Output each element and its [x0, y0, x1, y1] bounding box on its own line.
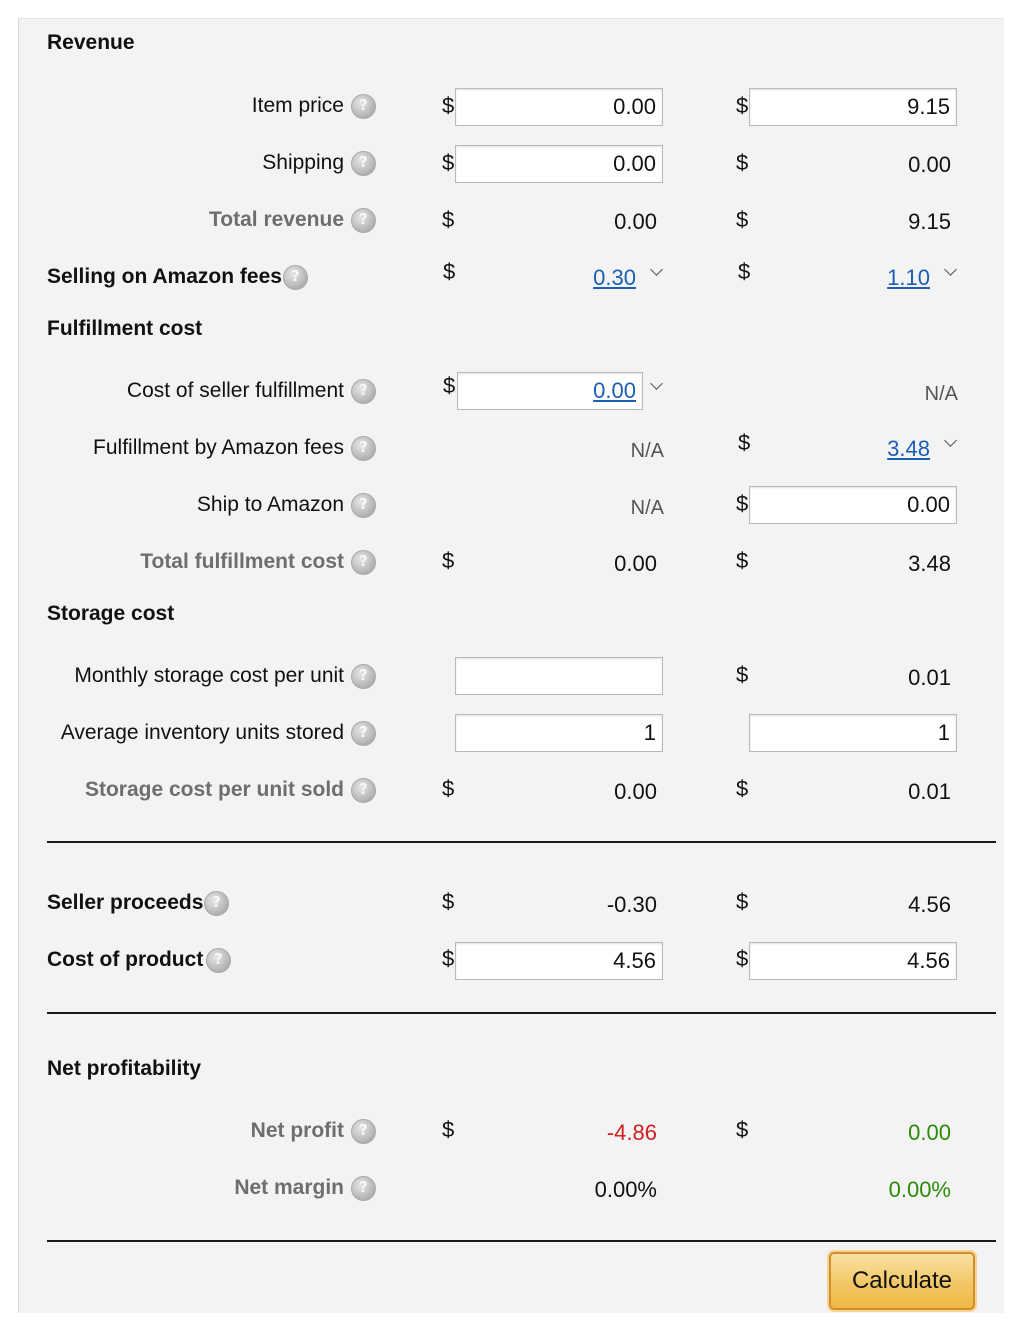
- help-icon[interactable]: [351, 379, 376, 404]
- total-revenue-label: Total revenue: [209, 208, 344, 231]
- seller-fulfillment-input-col1[interactable]: [457, 372, 643, 410]
- help-icon[interactable]: [283, 265, 308, 290]
- currency-symbol: $: [442, 548, 455, 573]
- currency-symbol: $: [442, 1117, 455, 1142]
- help-icon[interactable]: [351, 550, 376, 575]
- currency-symbol: $: [442, 776, 455, 801]
- section-storage-heading: Storage cost: [47, 602, 175, 625]
- currency-symbol: $: [738, 259, 751, 284]
- item-price-input-col2[interactable]: 9.15: [749, 88, 957, 126]
- cost-of-product-input-col2[interactable]: 4.56: [749, 942, 957, 980]
- shipping-label: Shipping: [262, 151, 344, 174]
- item-price-label: Item price: [251, 94, 344, 117]
- net-profit-col1: -4.86: [606, 1120, 657, 1145]
- shipping-input-col1[interactable]: 0.00: [455, 145, 663, 183]
- fba-fees-link-col2[interactable]: 3.48: [887, 436, 930, 461]
- seller-proceeds-label: Seller proceeds: [47, 891, 204, 914]
- selling-fees-link-col1[interactable]: 0.30: [593, 265, 636, 290]
- currency-symbol: $: [736, 491, 749, 516]
- seller-proceeds-col2: 4.56: [908, 892, 951, 917]
- divider: [47, 1240, 996, 1242]
- divider: [47, 841, 996, 843]
- help-icon[interactable]: [351, 94, 376, 119]
- currency-symbol: $: [443, 259, 456, 284]
- help-icon[interactable]: [206, 948, 231, 973]
- monthly-storage-label: Monthly storage cost per unit: [74, 664, 344, 687]
- help-icon[interactable]: [351, 664, 376, 689]
- help-icon[interactable]: [351, 493, 376, 518]
- shipping-value-col2: 0.00: [908, 152, 951, 177]
- avg-inventory-label: Average inventory units stored: [60, 721, 344, 744]
- total-fulfillment-label: Total fulfillment cost: [140, 550, 344, 573]
- help-icon[interactable]: [351, 436, 376, 461]
- monthly-storage-input-col1[interactable]: [455, 657, 663, 695]
- fba-fees-label: Fulfillment by Amazon fees: [93, 436, 344, 459]
- currency-symbol: $: [442, 946, 455, 971]
- currency-symbol: $: [736, 207, 749, 232]
- net-profit-label: Net profit: [250, 1119, 344, 1142]
- storage-per-unit-col2: 0.01: [908, 779, 951, 804]
- total-revenue-col1: 0.00: [614, 209, 657, 234]
- total-fulfillment-col1: 0.00: [614, 551, 657, 576]
- net-margin-col1: 0.00%: [594, 1177, 657, 1202]
- currency-symbol: $: [443, 373, 456, 398]
- item-price-input-col1[interactable]: 0.00: [455, 88, 663, 126]
- fba-fees-col1: N/A: [630, 440, 664, 462]
- section-fulfillment-heading: Fulfillment cost: [47, 317, 203, 340]
- seller-fulfillment-col2: N/A: [924, 383, 958, 405]
- selling-fees-label: Selling on Amazon fees: [47, 265, 282, 288]
- currency-symbol: $: [736, 662, 749, 687]
- ship-to-amazon-col1: N/A: [630, 497, 664, 519]
- currency-symbol: $: [736, 1117, 749, 1142]
- currency-symbol: $: [442, 93, 455, 118]
- total-revenue-col2: 9.15: [908, 209, 951, 234]
- currency-symbol: $: [442, 207, 455, 232]
- help-icon[interactable]: [204, 891, 229, 916]
- total-fulfillment-col2: 3.48: [908, 551, 951, 576]
- currency-symbol: $: [736, 548, 749, 573]
- currency-symbol: $: [736, 150, 749, 175]
- cost-of-product-input-col1[interactable]: 4.56: [455, 942, 663, 980]
- storage-per-unit-label: Storage cost per unit sold: [84, 778, 344, 801]
- cost-of-product-label: Cost of product: [47, 948, 204, 971]
- seller-fulfillment-label: Cost of seller fulfillment: [126, 379, 344, 402]
- currency-symbol: $: [736, 889, 749, 914]
- net-margin-label: Net margin: [234, 1176, 344, 1199]
- seller-proceeds-col1: -0.30: [606, 892, 657, 917]
- currency-symbol: $: [442, 150, 455, 175]
- net-profit-col2: 0.00: [908, 1120, 951, 1145]
- avg-inventory-input-col1[interactable]: 1: [455, 714, 663, 752]
- currency-symbol: $: [736, 946, 749, 971]
- avg-inventory-input-col2[interactable]: 1: [749, 714, 957, 752]
- net-margin-col2: 0.00%: [888, 1177, 951, 1202]
- currency-symbol: $: [736, 93, 749, 118]
- ship-to-amazon-label: Ship to Amazon: [196, 493, 344, 516]
- help-icon[interactable]: [351, 208, 376, 233]
- currency-symbol: $: [442, 889, 455, 914]
- section-revenue-heading: Revenue: [47, 31, 135, 54]
- divider: [47, 1012, 996, 1014]
- help-icon[interactable]: [351, 778, 376, 803]
- storage-per-unit-col1: 0.00: [614, 779, 657, 804]
- ship-to-amazon-input-col2[interactable]: 0.00: [749, 486, 957, 524]
- monthly-storage-col2: 0.01: [908, 665, 951, 690]
- help-icon[interactable]: [351, 721, 376, 746]
- currency-symbol: $: [736, 776, 749, 801]
- section-net-heading: Net profitability: [47, 1057, 202, 1080]
- help-icon[interactable]: [351, 1119, 376, 1144]
- help-icon[interactable]: [351, 1176, 376, 1201]
- selling-fees-link-col2[interactable]: 1.10: [887, 265, 930, 290]
- seller-fulfillment-link[interactable]: 0.00: [593, 378, 636, 403]
- currency-symbol: $: [738, 430, 751, 455]
- help-icon[interactable]: [351, 151, 376, 176]
- calculate-button[interactable]: Calculate: [829, 1252, 975, 1310]
